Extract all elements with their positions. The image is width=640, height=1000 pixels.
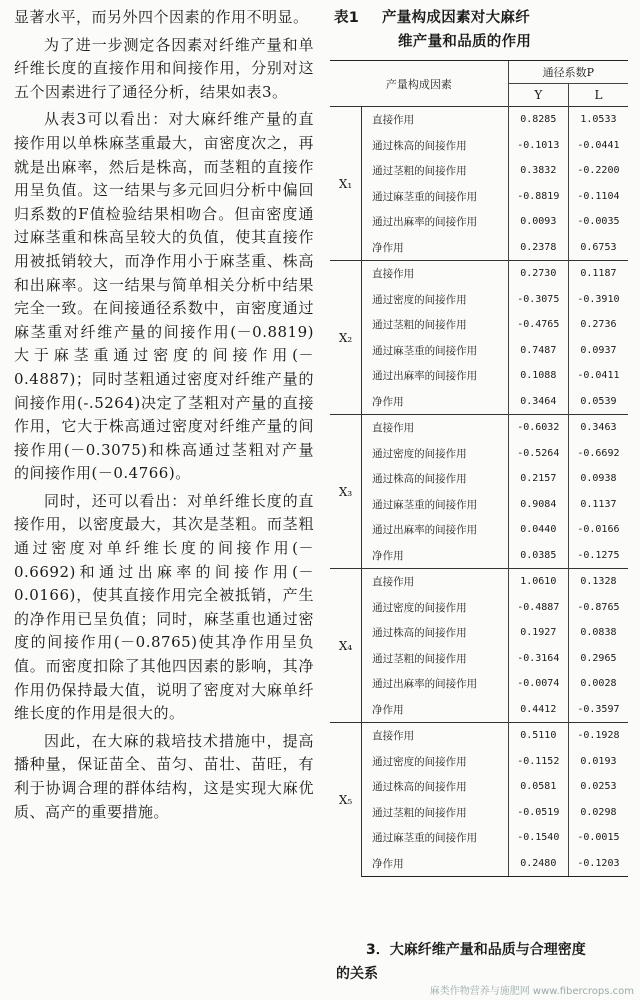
value-y: -0.1540 <box>508 825 568 851</box>
effect-label: 通过株高的间接作用 <box>372 139 467 152</box>
table-row <box>330 646 628 672</box>
value-l: -0.1275 <box>568 543 628 569</box>
table-row <box>330 569 628 595</box>
value-l: 0.0298 <box>568 800 628 826</box>
table-row <box>330 133 628 159</box>
table-row <box>330 235 628 261</box>
header-y: Y <box>508 84 568 107</box>
effect-label: 通过密度的间接作用 <box>372 601 467 614</box>
value-l: 0.0028 <box>568 671 628 697</box>
table-row <box>330 363 628 389</box>
table-header-row <box>330 61 628 84</box>
section-heading-line2: 的关系 <box>336 966 378 982</box>
value-y: -0.4887 <box>508 595 568 621</box>
effect-label: 通过出麻率的间接作用 <box>372 678 478 691</box>
value-y: 0.0093 <box>508 209 568 235</box>
effect-label: 通过密度的间接作用 <box>372 293 467 306</box>
section-heading <box>336 938 634 986</box>
value-l: 0.1328 <box>568 569 628 595</box>
paragraph-1: 显著水平，而另外四个因素的作用不明显。 <box>14 8 309 26</box>
value-y: 0.3832 <box>508 158 568 184</box>
value-l: 0.1137 <box>568 492 628 518</box>
value-y: -0.4765 <box>508 312 568 338</box>
effect-label: 通过麻茎重的间接作用 <box>372 498 478 511</box>
value-l: -0.1203 <box>568 851 628 877</box>
header-factor: 产量构成因素 <box>330 61 508 107</box>
table-column <box>330 6 630 877</box>
value-l: 0.0937 <box>568 338 628 364</box>
value-l: -0.0015 <box>568 825 628 851</box>
table-row <box>330 517 628 543</box>
value-y: -0.8819 <box>508 184 568 210</box>
value-l: 0.0193 <box>568 749 628 775</box>
effect-label: 净作用 <box>372 549 404 562</box>
table-row <box>330 800 628 826</box>
value-y: 0.5110 <box>508 723 568 749</box>
effect-label: 直接作用 <box>362 261 509 287</box>
value-l: -0.0166 <box>568 517 628 543</box>
effect-label: 通过出麻率的间接作用 <box>372 524 478 537</box>
value-l: -0.3597 <box>568 697 628 723</box>
table-row <box>330 415 628 441</box>
value-y: 0.1927 <box>508 620 568 646</box>
table-row <box>330 338 628 364</box>
table-row <box>330 389 628 415</box>
value-y: 0.2378 <box>508 235 568 261</box>
path-coefficient-table <box>330 60 628 877</box>
table-row <box>330 595 628 621</box>
factor-group-label: X₄ <box>330 569 362 723</box>
table-row <box>330 287 628 313</box>
factor-group-label: X₃ <box>330 415 362 569</box>
value-y: 0.0440 <box>508 517 568 543</box>
body-text-column <box>14 6 314 828</box>
value-y: 1.0610 <box>508 569 568 595</box>
value-l: 0.6753 <box>568 235 628 261</box>
table-row <box>330 774 628 800</box>
table-row <box>330 671 628 697</box>
value-l: 1.0533 <box>568 107 628 133</box>
effect-label: 通过茎粗的间接作用 <box>372 319 467 332</box>
effect-label: 通过株高的间接作用 <box>372 627 467 640</box>
effect-label: 通过出麻率的间接作用 <box>372 370 478 383</box>
factor-group-label: X₁ <box>330 107 362 261</box>
paragraph-2: 为了进一步测定各因素对纤维产量和单纤维长度的直接作用和间接作用，分别对这五个因素进行了通径分析，结果如表3。 <box>14 35 314 101</box>
value-y: -0.0074 <box>508 671 568 697</box>
value-y: 0.2730 <box>508 261 568 287</box>
table-caption-line2: 维产量和品质的作用 <box>398 34 532 50</box>
table-row <box>330 492 628 518</box>
value-y: 0.3464 <box>508 389 568 415</box>
value-y: -0.3164 <box>508 646 568 672</box>
effect-label: 通过出麻率的间接作用 <box>372 216 478 229</box>
watermark: 麻类作物营养与施肥网 www.fibercrops.com <box>429 986 634 997</box>
value-l: -0.8765 <box>568 595 628 621</box>
value-l: 0.2736 <box>568 312 628 338</box>
effect-label: 通过茎粗的间接作用 <box>372 806 467 819</box>
value-y: -0.0519 <box>508 800 568 826</box>
table-row <box>330 261 628 287</box>
value-l: -0.0035 <box>568 209 628 235</box>
effect-label: 净作用 <box>372 703 404 716</box>
effect-label: 通过株高的间接作用 <box>372 473 467 486</box>
table-row <box>330 749 628 775</box>
effect-label: 通过茎粗的间接作用 <box>372 652 467 665</box>
effect-label: 通过麻茎重的间接作用 <box>372 832 478 845</box>
table-row <box>330 620 628 646</box>
paragraph-4: 同时，还可以看出：对单纤维长度的直接作用，以密度最大，其次是茎粗。而茎粗通过密度对单纤维长度的间接作用(－0.6692)和通过出麻率的间接作用(－0.0166)，使其直接作用完全被抵销，产生的净作用已呈负值；同时，麻茎重也通过密度的间接作用(－0.8765)使其净作用呈负值。而密度扣除了其他四因素的影响，其净作用仍保持最大值，说明了密度对大麻单纤维长度的作用是很大的。 <box>14 491 314 723</box>
value-y: -0.5264 <box>508 441 568 467</box>
value-l: 0.1187 <box>568 261 628 287</box>
effect-label: 直接作用 <box>362 723 509 749</box>
value-y: 0.2157 <box>508 466 568 492</box>
value-y: -0.1013 <box>508 133 568 159</box>
paragraph-3: 从表3可以看出：对大麻纤维产量的直接作用以单株麻茎重最大，亩密度次之，再就是出麻率，然后是株高，而茎粗的直接作用呈负值。这一结果与多元回归分析中偏回归系数的F值检验结果相吻合。但亩密度通过麻茎重和株高呈较大的负值，使其直接作用被抵销较大，而净作用小于麻茎重、株高和出麻率。这一结果与简单相关分析中结果完全一致。在间接通径系数中，亩密度通过麻茎重对纤维产量的间接作用(－0.8819)大于麻茎重通过密度的间接作用(－0.4887)；同时茎粗通过密度对纤维产量的间接作用(-.5264)决定了茎粗对产量的直接作用，它大于株高通过密度对纤维产量的间接作用(－0.3075)和株高通过茎粗对产量的间接作用(－0.4766)。 <box>14 110 314 483</box>
value-l: -0.0441 <box>568 133 628 159</box>
value-y: 0.9084 <box>508 492 568 518</box>
table-number: 表1 <box>334 10 360 26</box>
effect-label: 通过麻茎重的间接作用 <box>372 190 478 203</box>
value-y: 0.2480 <box>508 851 568 877</box>
value-y: 0.0385 <box>508 543 568 569</box>
effect-label: 通过密度的间接作用 <box>372 447 467 460</box>
value-y: -0.3075 <box>508 287 568 313</box>
value-l: -0.1104 <box>568 184 628 210</box>
table-row <box>330 697 628 723</box>
header-l: L <box>568 84 628 107</box>
table-row <box>330 209 628 235</box>
value-y: -0.6032 <box>508 415 568 441</box>
table-caption <box>334 6 630 54</box>
value-l: -0.2200 <box>568 158 628 184</box>
effect-label: 直接作用 <box>362 569 509 595</box>
effect-label: 通过株高的间接作用 <box>372 781 467 794</box>
section-heading-line1: 3．大麻纤维产量和品质与合理密度 <box>366 942 586 958</box>
value-y: -0.1152 <box>508 749 568 775</box>
value-y: 0.1088 <box>508 363 568 389</box>
value-l: -0.1928 <box>568 723 628 749</box>
value-y: 0.8285 <box>508 107 568 133</box>
value-l: 0.3463 <box>568 415 628 441</box>
effect-label: 直接作用 <box>362 107 509 133</box>
value-l: 0.2965 <box>568 646 628 672</box>
effect-label: 净作用 <box>372 395 404 408</box>
effect-label: 净作用 <box>362 851 509 877</box>
table-row <box>330 851 628 877</box>
table-row <box>330 312 628 338</box>
value-y: 0.7487 <box>508 338 568 364</box>
table-row <box>330 543 628 569</box>
effect-label: 通过麻茎重的间接作用 <box>372 344 478 357</box>
table-row <box>330 158 628 184</box>
table-caption-line1: 产量构成因素对大麻纤 <box>382 10 530 26</box>
table-row <box>330 723 628 749</box>
value-l: -0.6692 <box>568 441 628 467</box>
table-row <box>330 825 628 851</box>
table-row <box>330 441 628 467</box>
effect-label: 通过密度的间接作用 <box>372 755 467 768</box>
effect-label: 直接作用 <box>362 415 509 441</box>
value-l: 0.0838 <box>568 620 628 646</box>
header-coef: 通径系数P <box>508 61 628 84</box>
table-row <box>330 466 628 492</box>
effect-label: 净作用 <box>372 241 404 254</box>
value-l: 0.0938 <box>568 466 628 492</box>
factor-group-label: X₂ <box>330 261 362 415</box>
value-l: -0.3910 <box>568 287 628 313</box>
factor-group-label: X₅ <box>330 723 362 877</box>
value-l: -0.0411 <box>568 363 628 389</box>
value-l: 0.0539 <box>568 389 628 415</box>
value-y: 0.0581 <box>508 774 568 800</box>
paragraph-5: 因此，在大麻的栽培技术措施中，提高播种量，保证苗全、苗匀、苗壮、苗旺，有利于协调合理的群体结构，这是实现大麻优质、高产的重要措施。 <box>14 731 314 821</box>
effect-label: 通过茎粗的间接作用 <box>372 165 467 178</box>
table-row <box>330 184 628 210</box>
value-y: 0.4412 <box>508 697 568 723</box>
table-row <box>330 107 628 133</box>
value-l: 0.0253 <box>568 774 628 800</box>
